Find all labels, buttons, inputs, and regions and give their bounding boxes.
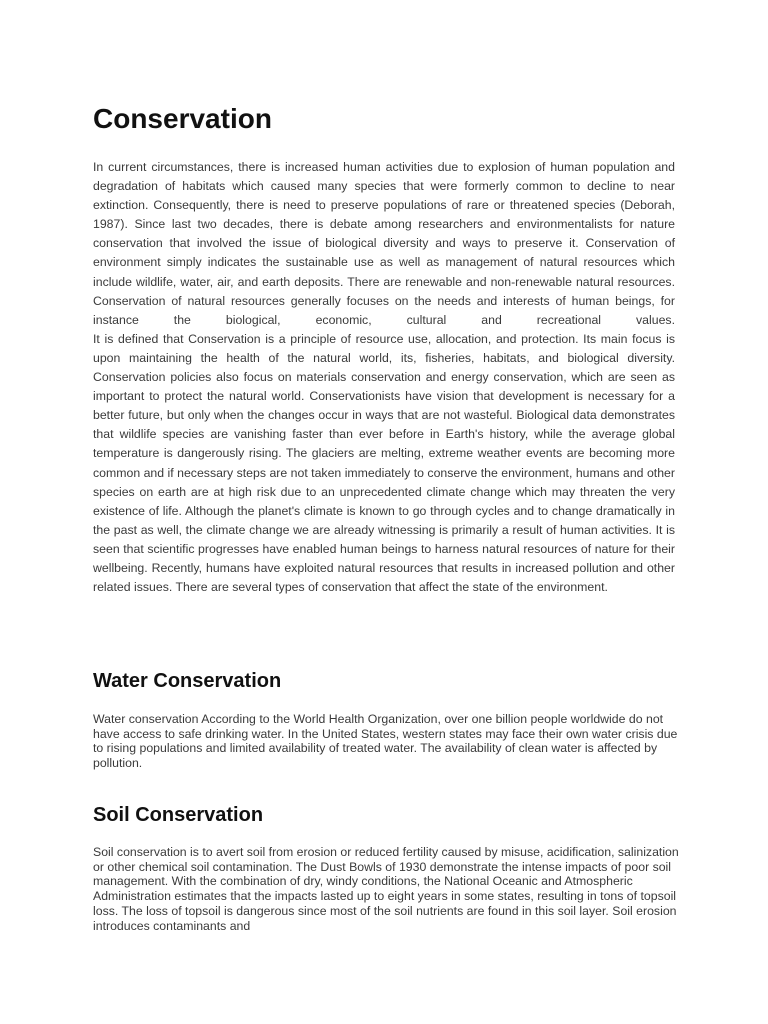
intro-paragraph-1: In current circumstances, there is increased human activities due to explosion of human population and degradation of habitats which caused many species that were formerly common to decline to near extinction. Consequently, there is need to preserve populations of rare or threatened species (Deborah, 1987). Since last two decades, there is debate among researchers and environmentalists for nature conservation that involved the issue of biological diversity and ways to preserve it. Conservation of environment simply indicates the sustainable use as well as management of natural resources which include wildlife, water, air, and earth deposits. There are renewable and non-renewable natural resources. Conservation of natural resources generally focuses on the needs and interests of human beings, for instance the biological, economic, cultural and recreational values. — [93, 160, 675, 327]
section-body-soil-conservation: Soil conservation is to avert soil from erosion or reduced fertility caused by misuse, acidification, salinization or other chemical soil contamination. The Dust Bowls of 1930 demonstrate the intense impacts of poor soil management. With the combination of dry, windy conditions, the National Oceanic and Atmospheric Administration estimates that the impacts lasted up to eight years in some states, resulting in tons of topsoil loss. The loss of topsoil is dangerous since most of the soil nutrients are found in this soil layer. Soil erosion introduces contaminants and — [93, 845, 679, 933]
page-title: Conservation — [93, 103, 272, 134]
section-heading-water-conservation: Water Conservation — [93, 670, 282, 692]
intro-text — [93, 158, 675, 597]
intro-paragraph-2: It is defined that Conservation is a principle of resource use, allocation, and protection. Its main focus is upon maintaining the health of the natural world, its, fisheries, habitats, and biological diversity. Conservation policies also focus on materials conservation and energy conservation, which are seen as important to protect the natural world. Conservationists have vision that development is necessary for a better future, but only when the changes occur in ways that are not wasteful. Biological data demonstrates that wildlife species are vanishing faster than ever before in Earth's history, while the average global temperature is dangerously rising. The glaciers are melting, extreme weather events are becoming more common and if necessary steps are not taken immediately to conserve the environment, humans and other species on earth are at high risk due to an unprecedented climate change which may threaten the very existence of life. Although the planet's climate is known to go through cycles and to change dramatically in the past as well, the climate change we are already witnessing is primarily a result of human activities. It is seen that scientific progresses have enabled human beings to harness natural resources of nature for their wellbeing. Recently, humans have exploited natural resources that results in increased pollution and other related issues. There are several types of conservation that affect the state of the environment. — [93, 331, 675, 595]
section-heading-soil-conservation: Soil Conservation — [93, 804, 264, 826]
section-body-water-conservation: Water conservation According to the World Health Organization, over one billion people worldwide do not have access to safe drinking water. In the United States, western states may face their own water crisis due to rising populations and limited availability of treated water. The availability of clean water is affected by pollution. — [93, 712, 678, 771]
